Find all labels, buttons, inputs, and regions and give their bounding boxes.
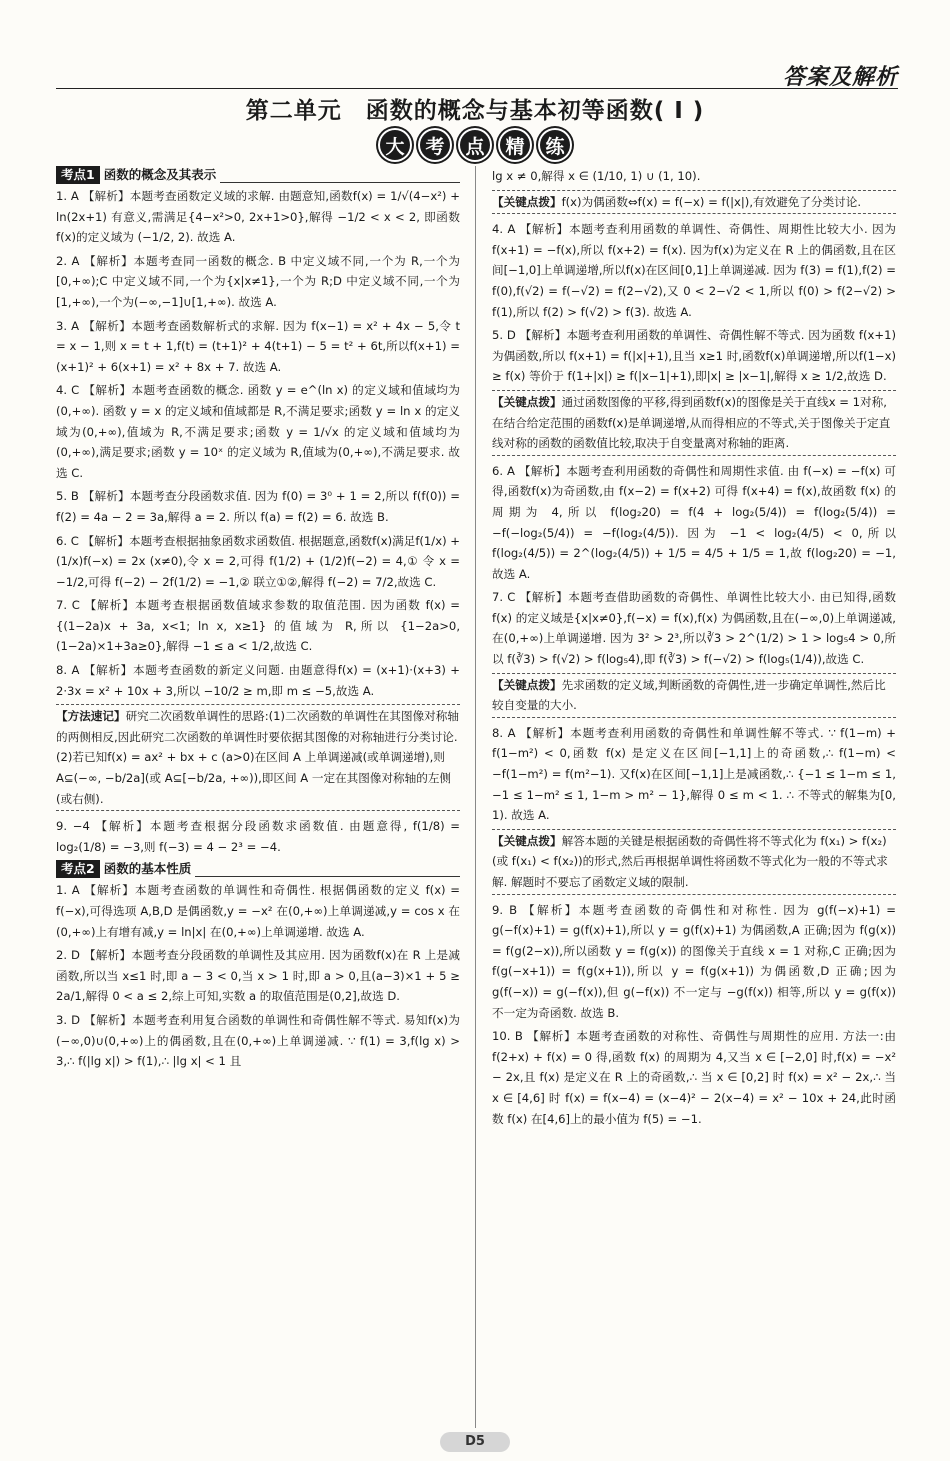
answer-item: 9. −4 【解析】本题考查根据分段函数求函数值. 由题意得, f(1/8) = log₂(1/8) = −3,则 f(−3) = 4 − 2³ = −4. — [56, 819, 460, 854]
tip-box — [492, 390, 896, 456]
answer-item: 2. D 【解析】本题考查分段函数的单调性及其应用. 因为函数f(x)在 R 上是减函数,所以当 x≤1 时,即 a − 3 < 0,当 x > 1 时,即 a > 0,且(a−3)×1 + 5 ≥ 2a/1,解得 0 < a ≤ 2,综上可知,实数 a 的取值范围是(0,2],故选 D. — [56, 948, 460, 1004]
header-rule — [56, 88, 898, 89]
badge-char-5: 练 — [538, 128, 572, 162]
answer-item: 9. B 【解析】本题考查函数的奇偶性和对称性. 因为 g(f(−x)+1) = g(−f(x)+1) = g(f(x)+1),所以 y = g(f(x)+1) 为偶函数,A 正确;因为 f(g(x)) = f(g(2−x)),所以函数 y = f(g(x)) 的图像关于直线 x = 1 对称,C 正确;因为 f(g(−x+1)) = f(g(x+1)),所以 y = f(g(x+1)) 为偶函数,D 正确;因为 g(f(−x)) = g(−f(x)),但 g(−f(x)) 不一定与 −g(f(x)) 相等,所以 y = g(f(x)) 不一定为奇函数. 故选 B. — [492, 902, 896, 1020]
section-title: 函数的概念及其表示 — [103, 167, 217, 182]
answer-item: 2. A 【解析】本题考查同一函数的概念. B 中定义域不同,一个为 R,一个为[0,+∞);C 中定义域不同,一个为{x|x≠1},一个为 R;D 中定义域不同,一个为[1,+∞),一个为(−∞,−1]∪[1,+∞). 故选 A. — [56, 253, 460, 309]
badge-char-3: 点 — [458, 128, 492, 162]
tip-text: 先求函数的定义域,判断函数的奇偶性,进一步确定单调性,然后比较自变量的大小. — [492, 677, 886, 713]
section-badges — [0, 128, 950, 162]
section-tag: 考点1 — [56, 166, 100, 184]
tip-label: 【关键点拨】 — [492, 394, 562, 409]
tip-box — [492, 829, 896, 895]
section-tag: 考点2 — [56, 860, 100, 878]
answer-item: 7. C 【解析】本题考查根据函数值域求参数的取值范围. 因为函数 f(x) = {(1−2a)x + 3a, x<1; ln x, x≥1} 的值域为 R,所以 {1−2a>0, (1−2a)×1+3a≥0},解得 −1 ≤ a < 1/2,故选 C. — [56, 598, 460, 654]
answer-item: 7. C 【解析】本题考查借助函数的奇偶性、单调性比较大小. 由已知得,函数 f(x) 的定义域是{x|x≠0},f(−x) = f(x),f(x) 为偶函数,且在(−∞,0)上单调递减,在(0,+∞)上单调递增. 因为 3² > 2³,所以∛3 > 2^(1/2) > 1 > log₅4 > 0,所以 f(∛3) > f(√2) > f(log₅4),即 f(∛3) > f(−√2) > f(log₅(1/4)),故选 C. — [492, 590, 896, 667]
tip-text: f(x)为偶函数⇔f(x) = f(−x) = f(|x|),有效避免了分类讨论. — [561, 194, 862, 209]
right-column — [492, 166, 896, 1428]
answer-item: 3. D 【解析】本题考查利用复合函数的单调性和奇偶性解不等式. 易知f(x)为(−∞,0)∪(0,+∞)上的偶函数,且在(0,+∞)上单调递减. ∵ f(1) = 3,f(lg x) > 3,∴ f(|lg x|) > f(1),∴ |lg x| < 1 且 — [56, 1012, 460, 1069]
page-number: D5 — [440, 1432, 510, 1452]
answer-item: 4. C 【解析】本题考查函数的概念. 函数 y = e^(ln x) 的定义域和值域均为(0,+∞). 函数 y = x 的定义域和值域都是 R,不满足要求;函数 y = ln x 的定义域为(0,+∞),值域为 R,不满足要求;函数 y = 1/√x 的定义域和值域均为(0,+∞),满足要求;函数 y = 10ˣ 的定义域为 R,值域为(0,+∞),不满足要求. 故选 C. — [56, 383, 460, 480]
section-header-tag: 答案及解析 — [782, 64, 898, 90]
tip-label: 【方法速记】 — [56, 709, 126, 724]
badge-char-1: 大 — [378, 128, 412, 162]
section-rule — [220, 168, 460, 183]
badge-char-4: 精 — [498, 128, 532, 162]
answer-item: lg x ≠ 0,解得 x ∈ (1/10, 1) ∪ (1, 10). — [492, 169, 701, 183]
left-column — [56, 166, 460, 1428]
tip-box — [56, 704, 460, 811]
badge-char-2: 考 — [418, 128, 452, 162]
answer-item: 5. B 【解析】本题考查分段函数求值. 因为 f(0) = 3⁰ + 1 = 2,所以 f(f(0)) = f(2) = 4a − 2 = 3a,解得 a = 2. 所以 f(a) = f(2) = 6. 故选 B. — [56, 489, 460, 524]
answer-item: 10. B 【解析】本题考查函数的对称性、奇偶性与周期性的应用. 方法一:由 f(2+x) + f(x) = 0 得,函数 f(x) 的周期为 4,又当 x ∈ [−2,0] 时,f(x) = −x² − 2x,且 f(x) 是定义在 R 上的奇函数,∴ 当 x ∈ [0,2] 时 f(x) = x² − 2x,∴ 当 x ∈ [4,6] 时 f(x) = f(x−4) = (x−4)² − 2(x−4) = x² − 10x + 24,此时函数 f(x) 在[4,6]上的最小值为 f(5) = −1. — [492, 1029, 896, 1126]
tip-text: 通过函数图像的平移,得到函数f(x)的图像是关于直线x = 1对称,在结合给定范围的函数f(x)是单调递增,从而得相应的不等式,关于图像关于定直线对称的函数的函数值比较,取决于自变量离对称轴的距离. — [492, 394, 891, 451]
tip-label: 【关键点拨】 — [492, 677, 562, 692]
answer-item: 5. D 【解析】本题考查利用函数的单调性、奇偶性解不等式. 因为函数 f(x+1) 为偶函数,所以 f(x+1) = f(|x|+1),且当 x≥1 时,函数f(x)单调递增,所以f(1−x) ≥ f(x) 等价于 f(1+|x|) ≥ f(|x−1|+1),即|x| ≥ |x−1|,解得 x ≥ 1/2,故选 D. — [492, 328, 896, 384]
column-divider — [475, 166, 476, 1428]
tip-label: 【关键点拨】 — [492, 833, 562, 848]
tip-text: 解答本题的关键是根据函数的奇偶性将不等式化为 f(x₁) > f(x₂) (或 f(x₁) < f(x₂))的形式,然后再根据单调性将函数不等式化为一般的不等式求解. 解题时不要忘了函数定义域的限制. — [492, 833, 888, 889]
answer-item: 8. A 【解析】本题考查函数的新定义问题. 由题意得f(x) = (x+1)·(x+3) + 2·3x = x² + 10x + 3,所以 −10/2 ≥ m,即 m ≤ −5,故选 A. — [56, 663, 460, 698]
answer-item: 6. C 【解析】本题考查根据抽象函数求函数值. 根据题意,函数f(x)满足f(1/x) + (1/x)f(−x) = 2x (x≠0),令 x = 2,可得 f(1/2) + (1/2)f(−2) = 4,① 令 x = −1/2,可得 f(−2) − 2f(1/2) = −1,② 联立①②,解得 f(−2) = 7/2,故选 C. — [56, 533, 460, 589]
page-title: 第二单元 函数的概念与基本初等函数( Ⅰ ) — [245, 98, 705, 124]
section-title: 函数的基本性质 — [103, 861, 192, 877]
tip-text: 研究二次函数单调性的思路:(1)二次函数的单调性在其图像对称轴的两侧相反,因此研究二次函数的单调性时要依据其图像的对称轴进行分类讨论. (2)若已知f(x) = ax² + bx + c (a>0)在区间 A 上单调递减(或单调递增),则A⊆(−∞, −b/2a](或 A⊆[−b/2a, +∞)),即区间 A 一定在其图像对称轴的左侧(或右侧). — [56, 709, 459, 806]
section-heading-2 — [56, 860, 460, 878]
answer-item: 1. A 【解析】本题考查函数的单调性和奇偶性. 根据偶函数的定义 f(x) = f(−x),可得选项 A,B,D 是偶函数,y = −x² 在(0,+∞)上单调递减,y = cos x 在(0,+∞)上有增有减,y = ln|x| 在(0,+∞)上单调递增. 故选 A. — [56, 883, 460, 939]
tip-box — [492, 673, 896, 718]
answer-item: 8. A 【解析】本题考查利用函数的奇偶性和单调性解不等式. ∵ f(1−m) + f(1−m²) < 0,函数 f(x) 是定义在区间[−1,1]上的奇函数,∴ f(1−m) < −f(1−m²) = f(m²−1). 又f(x)在区间[−1,1]上是减函数,∴ {−1 ≤ 1−m ≤ 1, −1 ≤ 1−m² ≤ 1, 1−m > m² − 1},解得 0 ≤ m < 1. ∴ 不等式的解集为[0, 1). 故选 A. — [492, 725, 896, 823]
tip-box — [492, 190, 896, 215]
answer-item: 1. A 【解析】本题考查函数定义域的求解. 由题意知,函数f(x) = 1/√(4−x²) + ln(2x+1) 有意义,需满足{4−x²>0, 2x+1>0},解得 −1/2 < x < 2, 即函数f(x)的定义域为 (−1/2, 2). 故选 A. — [56, 189, 460, 245]
tip-label: 【关键点拨】 — [492, 194, 562, 209]
answer-item: 3. A 【解析】本题考查函数解析式的求解. 因为 f(x−1) = x² + 4x − 5,令 t = x − 1,则 x = t + 1,f(t) = (t+1)² + 4(t+1) − 5 = t² + 6t,所以f(x+1) = (x+1)² + 6(x+1) = x² + 8x + 7. 故选 A. — [56, 318, 460, 374]
section-heading-1 — [56, 166, 460, 184]
answer-item: 4. A 【解析】本题考查利用函数的单调性、奇偶性、周期性比较大小. 因为 f(x+1) = −f(x),所以 f(x+2) = f(x). 因为f(x)为定义在 R 上的偶函数,且在区间[−1,0]上单调递增,所以f(x)在区间[0,1]上单调递减. 因为 f(3) = f(1),f(2) = f(0),f(√2) = f(−√2) = f(2−√2),又 0 < 2−√2 < 1,所以 f(0) > f(2−√2) > f(1),所以 f(2) > f(√2) > f(3). 故选 A. — [492, 222, 896, 319]
section-rule — [195, 862, 460, 877]
answer-item: 6. A 【解析】本题考查利用函数的奇偶性和周期性求值. 由 f(−x) = −f(x) 可得,函数f(x)为奇函数,由 f(x−2) = f(x+2) 可得 f(x+4) = f(x),故函数 f(x) 的周期为 4,所以 f(log₂20) = f(4 + log₂(5/4)) = f(log₂(5/4)) = −f(−log₂(5/4)) = −f(log₂(4/5)). 因为 −1 < log₂(4/5) < 0,所以 f(log₂(4/5)) = 2^(log₂(4/5)) + 1/5 = 4/5 + 1/5 = 1,故 f(log₂20) = −1,故选 A. — [492, 463, 896, 581]
